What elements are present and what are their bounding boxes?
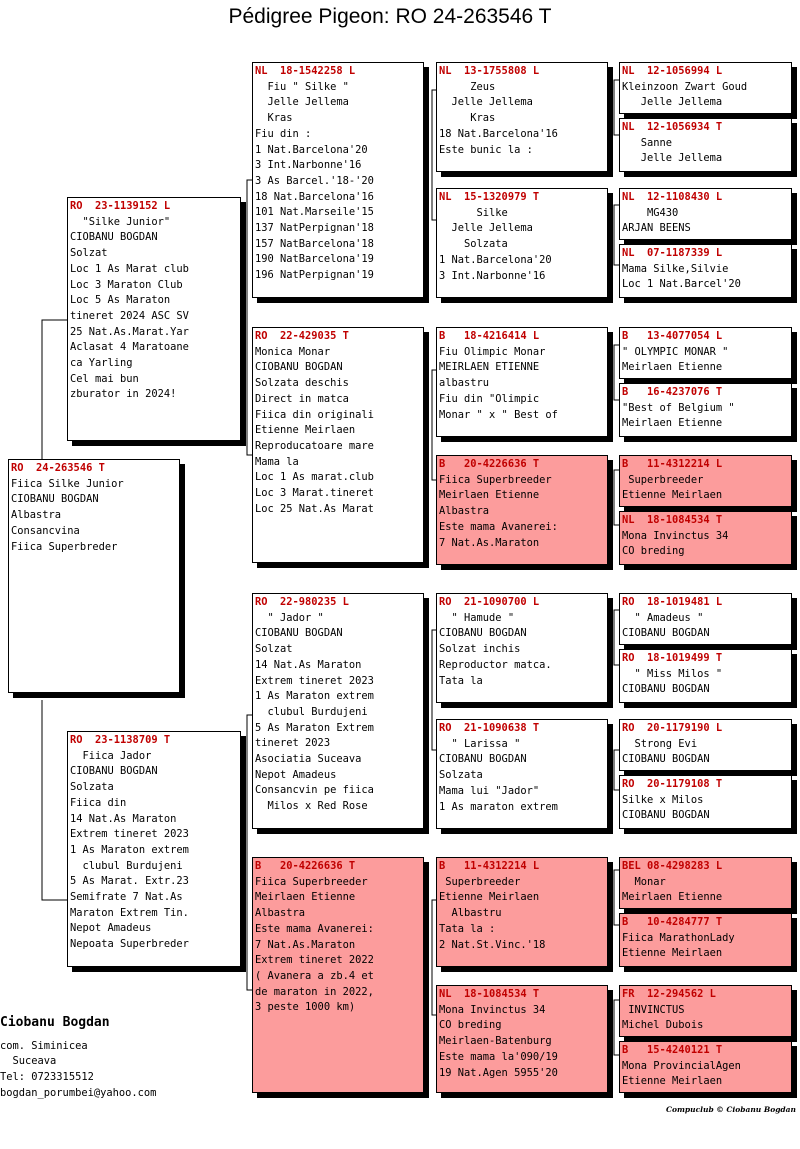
info-line: Fiica Superbreeder: [255, 875, 368, 888]
info-line: Mona Invinctus 34: [439, 1003, 546, 1016]
info-line: Este bunic la :: [439, 143, 533, 156]
info-line: Kleinzoon Zwart Goud: [622, 80, 748, 93]
pigeon-box-ds[interactable]: [252, 593, 424, 829]
ring-number: NL 18-1084534 T: [622, 514, 723, 526]
info-line: Fiu din :: [255, 127, 312, 140]
owner-address-line: Suceava: [0, 1055, 57, 1068]
info-line: Monica Monar: [255, 345, 331, 358]
info-line: clubul Burdujeni: [255, 705, 368, 718]
info-line: Fiica MarathonLady: [622, 931, 735, 944]
info-line: Consancvina: [11, 524, 80, 537]
info-line: Etienne Meirlaen: [439, 891, 540, 904]
owner-address-line: com. Siminicea: [0, 1039, 88, 1052]
info-line: Sanne: [622, 136, 673, 149]
info-line: Solzata deschis: [255, 377, 349, 390]
info-line: Etienne Meirlaen: [622, 947, 723, 960]
pigeon-box-sss[interactable]: [436, 62, 608, 172]
pigeon-box-dsd[interactable]: [436, 719, 608, 829]
pigeon-box-ddd[interactable]: [436, 985, 608, 1093]
info-line: Extrem tineret 2023: [70, 828, 189, 841]
info-line: Loc 1 As Marat club: [70, 262, 189, 275]
info-line: Consancvin pe fiica: [255, 784, 374, 797]
info-line: 7 Nat.As.Maraton: [439, 536, 540, 549]
info-line: 7 Nat.As.Maraton: [255, 938, 356, 951]
info-line: Fiu Olimpic Monar: [439, 345, 546, 358]
info-line: CIOBANU BOGDAN: [255, 361, 343, 374]
pigeon-box-sdds[interactable]: [619, 455, 792, 507]
info-line: " Amadeus ": [622, 611, 704, 624]
info-line: 1 Nat.Barcelona'20: [255, 143, 368, 156]
ring-number: RO 18-1019481 L: [622, 596, 723, 608]
pigeon-box-sdd[interactable]: [436, 455, 608, 565]
ring-number: BEL 08-4298283 L: [622, 860, 723, 872]
info-line: tineret 2024 ASC SV: [70, 309, 189, 322]
info-line: MEIRLAEN ETIENNE: [439, 361, 540, 374]
info-line: Fiica Silke Junior: [11, 477, 124, 490]
info-line: Jelle Jellema: [255, 96, 349, 109]
info-line: Fiica Jador: [70, 749, 152, 762]
info-line: Mona Invinctus 34: [622, 529, 729, 542]
info-line: Jelle Jellema: [439, 222, 533, 235]
pigeon-box-subject[interactable]: [8, 459, 180, 693]
info-line: Loc 3 Marat.tineret: [255, 487, 374, 500]
info-line: Albastra: [255, 907, 306, 920]
info-line: 3 peste 1000 km): [255, 1001, 356, 1014]
pigeon-box-dssd[interactable]: [619, 649, 792, 703]
pigeon-box-sds[interactable]: [436, 327, 608, 437]
ring-number: RO 23-1139152 L: [70, 200, 171, 212]
info-line: ARJAN BEENS: [622, 222, 691, 235]
ring-number: NL 15-1320979 T: [439, 191, 540, 203]
pigeon-box-dsdd[interactable]: [619, 775, 792, 829]
info-line: ( Avanera a zb.4 et: [255, 969, 374, 982]
pigeon-box-dsds[interactable]: [619, 719, 792, 771]
info-line: Jelle Jellema: [622, 96, 723, 109]
pigeon-box-ddsd[interactable]: [619, 913, 792, 967]
pigeon-box-sdsd[interactable]: [619, 383, 792, 437]
pigeon-box-ddds[interactable]: [619, 985, 792, 1037]
info-line: Meirlaen Etienne: [439, 489, 540, 502]
ring-number: RO 23-1138709 T: [70, 734, 171, 746]
info-line: Mama la: [255, 455, 299, 468]
pigeon-box-ssds[interactable]: [619, 188, 792, 240]
ring-number: NL 12-1056994 L: [622, 65, 723, 77]
owner-name: Ciobanu Bogdan: [0, 1015, 110, 1030]
info-line: 19 Nat.Agen 5955'20: [439, 1066, 558, 1079]
info-line: Extrem tineret 2022: [255, 954, 374, 967]
pigeon-box-ssdd[interactable]: [619, 244, 792, 298]
info-line: Loc 5 As Maraton: [70, 294, 171, 307]
pigeon-box-sssd[interactable]: [619, 118, 792, 172]
info-line: "Best of Belgium ": [622, 401, 735, 414]
info-line: CIOBANU BOGDAN: [439, 753, 527, 766]
ring-number: NL 12-1056934 T: [622, 121, 723, 133]
pigeon-box-sd[interactable]: [252, 327, 424, 563]
info-line: zburator in 2024!: [70, 388, 177, 401]
info-line: Este mama Avanerei:: [439, 520, 558, 533]
ring-number: B 15-4240121 T: [622, 1044, 723, 1056]
info-line: Milos x Red Rose: [255, 800, 368, 813]
ring-number: B 11-4312214 L: [622, 458, 723, 470]
info-line: Silke x Milos: [622, 793, 704, 806]
info-line: Loc 1 As marat.club: [255, 471, 374, 484]
info-line: Superbreeder: [622, 473, 704, 486]
ring-number: RO 21-1090638 T: [439, 722, 540, 734]
info-line: Fiu din "Olimpic: [439, 392, 540, 405]
ring-number: NL 13-1755808 L: [439, 65, 540, 77]
ring-number: FR 12-294562 L: [622, 988, 716, 1000]
ring-number: RO 24-263546 T: [11, 462, 105, 474]
info-line: Solzat inchis: [439, 643, 521, 656]
info-line: 190 NatBarcelona'19: [255, 253, 374, 266]
ring-number: NL 12-1108430 L: [622, 191, 723, 203]
info-line: Cel mai bun: [70, 372, 139, 385]
ring-number: B 11-4312214 L: [439, 860, 540, 872]
pigeon-box-sdss[interactable]: [619, 327, 792, 379]
info-line: Silke: [439, 206, 508, 219]
info-line: 1 As maraton extrem: [439, 800, 558, 813]
info-line: CIOBANU BOGDAN: [622, 683, 710, 696]
info-line: "Silke Junior": [70, 215, 171, 228]
info-line: Monar " x " Best of: [439, 408, 558, 421]
info-line: albastru: [439, 377, 490, 390]
info-line: Etienne Meirlaen: [622, 489, 723, 502]
ring-number: B 20-4226636 T: [439, 458, 540, 470]
info-line: Meirlaen Etienne: [622, 891, 723, 904]
info-line: Kras: [439, 112, 496, 125]
info-line: Direct in matca: [255, 392, 349, 405]
info-line: Fiica din: [70, 796, 127, 809]
info-line: CIOBANU BOGDAN: [11, 493, 99, 506]
info-line: Fiica Superbreder: [11, 540, 118, 553]
info-line: " Miss Milos ": [622, 667, 723, 680]
info-line: Solzat: [255, 643, 293, 656]
info-line: Nepot Amadeus: [70, 922, 152, 935]
info-line: MG430: [622, 206, 679, 219]
info-line: 3 As Barcel.'18-'20: [255, 174, 374, 187]
info-line: 137 NatPerpignan'18: [255, 222, 374, 235]
info-line: 3 Int.Narbonne'16: [255, 159, 362, 172]
info-line: 3 Int.Narbonne'16: [439, 269, 546, 282]
info-line: Superbreeder: [439, 875, 521, 888]
info-line: Mona ProvincialAgen: [622, 1059, 741, 1072]
info-line: 1 Nat.Barcelona'20: [439, 253, 552, 266]
info-line: 18 Nat.Barcelona'16: [439, 127, 558, 140]
info-line: Solzata: [439, 238, 508, 251]
pigeon-box-ssd[interactable]: [436, 188, 608, 298]
info-line: Mama lui "Jador": [439, 784, 540, 797]
owner-info: [0, 1015, 156, 1102]
info-line: Etienne Meirlaen: [622, 1075, 723, 1088]
info-line: Albastra: [439, 505, 490, 518]
info-line: 1 As Maraton extrem: [255, 690, 374, 703]
info-line: INVINCTUS: [622, 1003, 685, 1016]
info-line: CIOBANU BOGDAN: [255, 627, 343, 640]
info-line: Albastra: [11, 509, 62, 522]
info-line: Reproductor matca.: [439, 658, 552, 671]
info-line: Kras: [255, 112, 293, 125]
info-line: " Hamude ": [439, 611, 515, 624]
pigeon-box-dd[interactable]: [252, 857, 424, 1093]
info-line: Nepoata Superbreder: [70, 938, 189, 951]
info-line: Asociatia Suceava: [255, 753, 362, 766]
info-line: de maraton in 2022,: [255, 985, 374, 998]
info-line: 5 As Marat. Extr.23: [70, 875, 189, 888]
info-line: " OLYMPIC MONAR ": [622, 345, 729, 358]
info-line: CO breding: [622, 545, 685, 558]
info-line: Este mama la'090/19: [439, 1050, 558, 1063]
info-line: Reproducatoare mare: [255, 439, 374, 452]
info-line: Meirlaen Etienne: [255, 891, 356, 904]
info-line: Tata la: [439, 674, 483, 687]
ring-number: RO 20-1179190 L: [622, 722, 723, 734]
info-line: Loc 3 Maraton Club: [70, 278, 183, 291]
pigeon-box-dds[interactable]: [436, 857, 608, 967]
info-line: Fiu " Silke ": [255, 80, 349, 93]
info-line: CIOBANU BOGDAN: [70, 765, 158, 778]
info-line: clubul Burdujeni: [70, 859, 183, 872]
ring-number: B 16-4237076 T: [622, 386, 723, 398]
owner-email[interactable]: bogdan_porumbei@yahoo.com: [0, 1086, 157, 1099]
ring-number: RO 18-1019499 T: [622, 652, 723, 664]
info-line: Extrem tineret 2023: [255, 674, 374, 687]
info-line: CIOBANU BOGDAN: [622, 627, 710, 640]
info-line: Meirlaen Etienne: [622, 417, 723, 430]
info-line: Fiica din originali: [255, 408, 374, 421]
info-line: 5 As Maraton Extrem: [255, 721, 374, 734]
info-line: CO breding: [439, 1019, 502, 1032]
ring-number: B 13-4077054 L: [622, 330, 723, 342]
pigeon-box-sddd[interactable]: [619, 511, 792, 565]
pigeon-box-dam[interactable]: [67, 731, 241, 967]
info-line: ca Yarling: [70, 357, 133, 370]
pigeon-box-dsss[interactable]: [619, 593, 792, 645]
info-line: Solzata: [70, 781, 114, 794]
info-line: Loc 1 Nat.Barcel'20: [622, 278, 741, 291]
owner-phone: Tel: 0723315512: [0, 1071, 94, 1084]
info-line: 2 Nat.St.Vinc.'18: [439, 938, 546, 951]
info-line: " Larissa ": [439, 737, 521, 750]
info-line: Monar: [622, 875, 666, 888]
info-line: Solzata: [439, 769, 483, 782]
ring-number: NL 18-1084534 T: [439, 988, 540, 1000]
info-line: 101 Nat.Marseile'15: [255, 206, 374, 219]
pigeon-box-ddss[interactable]: [619, 857, 792, 909]
info-line: Tata la :: [439, 922, 496, 935]
info-line: Semifrate 7 Nat.As: [70, 891, 183, 904]
credit-footer: Compuclub © Ciobanu Bogdan: [665, 1105, 796, 1114]
ring-number: RO 22-980235 L: [255, 596, 349, 608]
info-line: Albastru: [439, 907, 502, 920]
info-line: CIOBANU BOGDAN: [439, 627, 527, 640]
info-line: 18 Nat.Barcelona'16: [255, 190, 374, 203]
info-line: Fiica Superbreeder: [439, 473, 552, 486]
info-line: Jelle Jellema: [439, 96, 533, 109]
pigeon-box-dss[interactable]: [436, 593, 608, 703]
pigeon-box-ssss[interactable]: [619, 62, 792, 114]
info-line: Mama Silke,Silvie: [622, 262, 729, 275]
info-line: 157 NatBarcelona'18: [255, 237, 374, 250]
info-line: " Jador ": [255, 611, 324, 624]
info-line: Jelle Jellema: [622, 152, 723, 165]
info-line: Zeus: [439, 80, 496, 93]
ring-number: RO 22-429035 T: [255, 330, 349, 342]
info-line: Etienne Meirlaen: [255, 424, 356, 437]
info-line: CIOBANU BOGDAN: [622, 809, 710, 822]
info-line: 14 Nat.As Maraton: [255, 658, 362, 671]
ring-number: B 10-4284777 T: [622, 916, 723, 928]
info-line: Meirlaen-Batenburg: [439, 1035, 552, 1048]
ring-number: NL 07-1187339 L: [622, 247, 723, 259]
info-line: Este mama Avanerei:: [255, 922, 374, 935]
info-line: 1 As Maraton extrem: [70, 843, 189, 856]
ring-number: RO 21-1090700 L: [439, 596, 540, 608]
info-line: Strong Evi: [622, 737, 698, 750]
info-line: Michel Dubois: [622, 1019, 704, 1032]
info-line: tineret 2023: [255, 737, 331, 750]
pigeon-box-dddd[interactable]: [619, 1041, 792, 1093]
ring-number: NL 18-1542258 L: [255, 65, 356, 77]
ring-number: B 18-4216414 L: [439, 330, 540, 342]
info-line: CIOBANU BOGDAN: [70, 231, 158, 244]
ring-number: RO 20-1179108 T: [622, 778, 723, 790]
info-line: 196 NatPerpignan'19: [255, 269, 374, 282]
info-line: 25 Nat.As.Marat.Yar: [70, 325, 189, 338]
pigeon-box-ss[interactable]: [252, 62, 424, 298]
info-line: Aclasat 4 Maratoane: [70, 341, 189, 354]
page-title: Pédigree Pigeon: RO 24-263546 T: [228, 5, 552, 28]
ring-number: B 20-4226636 T: [255, 860, 356, 872]
info-line: Meirlaen Etienne: [622, 361, 723, 374]
info-line: 14 Nat.As Maraton: [70, 812, 177, 825]
info-line: Loc 25 Nat.As Marat: [255, 502, 374, 515]
info-line: Nepot Amadeus: [255, 768, 337, 781]
info-line: Solzat: [70, 247, 108, 260]
pigeon-box-sire[interactable]: [67, 197, 241, 441]
info-line: Maraton Extrem Tin.: [70, 906, 189, 919]
info-line: CIOBANU BOGDAN: [622, 753, 710, 766]
